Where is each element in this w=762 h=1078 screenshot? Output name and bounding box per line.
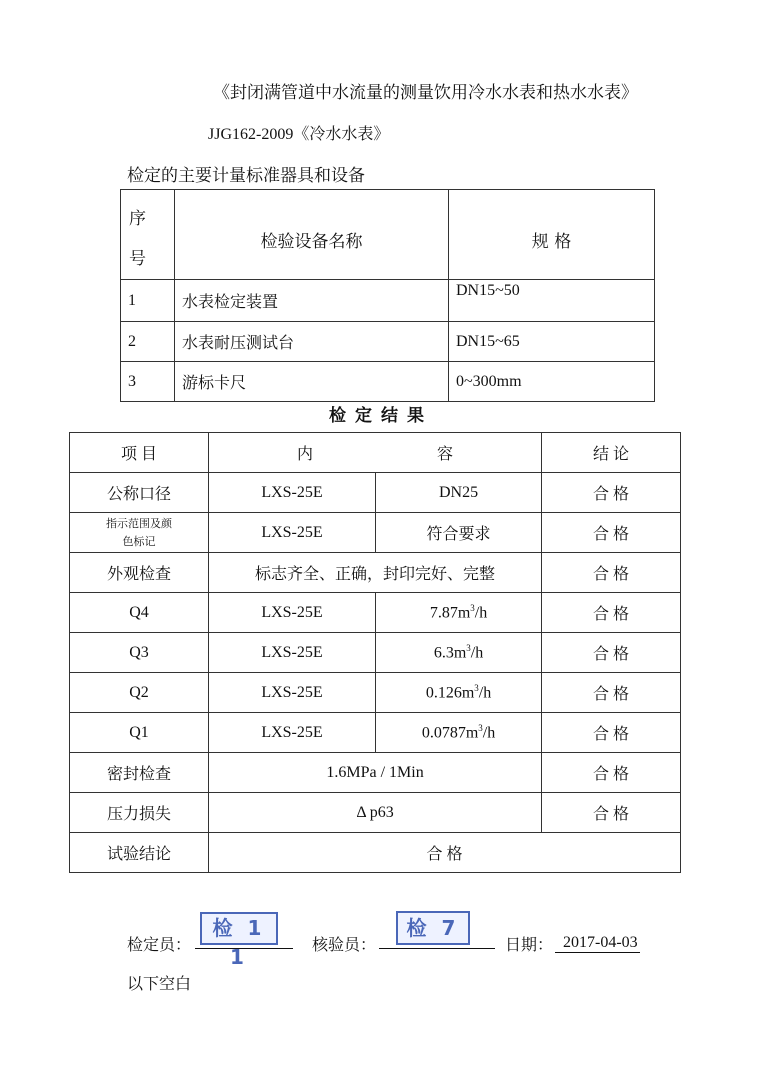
flow-unit-exponent: 3 xyxy=(470,602,475,613)
inspector-label: 检定员： xyxy=(127,935,192,954)
date-value-text: 2017-04-03 xyxy=(555,934,640,953)
item-label: Q4 xyxy=(70,593,209,633)
item-label xyxy=(70,513,209,553)
equipment-table xyxy=(120,189,655,402)
flow-value xyxy=(376,633,542,673)
flow-unit: m xyxy=(461,684,475,702)
result-value: 合 格 xyxy=(542,473,681,513)
results-table xyxy=(69,432,681,873)
table-row xyxy=(70,713,681,753)
equipment-name: 水表耐压测试台 xyxy=(175,322,449,362)
header-specification: 规 格 xyxy=(449,190,655,280)
result-value: 合 格 xyxy=(542,673,681,713)
table-row xyxy=(121,322,655,362)
measured-value: DN25 xyxy=(376,473,542,513)
verifier-label: 核验员： xyxy=(312,935,377,954)
measured-value: 符合要求 xyxy=(376,513,542,553)
flow-number: 0.126 xyxy=(425,684,462,702)
item-label: 密封检查 xyxy=(70,753,209,793)
flow-number: 6.3 xyxy=(433,644,454,662)
equipment-header-row xyxy=(121,190,655,280)
header-item: 项 目 xyxy=(70,433,209,473)
flow-unit-exponent: 3 xyxy=(466,642,471,653)
result-value: 合 格 xyxy=(542,713,681,753)
flow-unit: m xyxy=(465,724,479,742)
table-row xyxy=(121,362,655,402)
item-label: 压力损失 xyxy=(70,793,209,833)
equipment-spec: DN15~65 xyxy=(449,322,655,362)
table-row xyxy=(70,673,681,713)
result-value: 合 格 xyxy=(542,633,681,673)
model-value: LXS-25E xyxy=(209,513,376,553)
model-value: LXS-25E xyxy=(209,713,376,753)
equipment-name: 水表检定装置 xyxy=(175,280,449,322)
result-value: 合 格 xyxy=(542,793,681,833)
verifier-stamp: 检 7 xyxy=(396,911,470,945)
inspector-stamp: 检 1 1 xyxy=(200,912,278,945)
flow-unit: m xyxy=(453,644,467,662)
item-label: Q2 xyxy=(70,673,209,713)
content-value: 1.6MPa / 1Min xyxy=(209,753,542,793)
table-row xyxy=(70,553,681,593)
equipment-spec: DN15~50 xyxy=(449,280,655,322)
flow-unit-exponent: 3 xyxy=(478,722,483,733)
table-row xyxy=(70,753,681,793)
header-equipment-name: 检验设备名称 xyxy=(175,190,449,280)
table-row xyxy=(70,633,681,673)
flow-unit-suffix: /h xyxy=(478,684,492,702)
header-serial-number-text: 序号 xyxy=(129,208,146,269)
table-row xyxy=(70,833,681,873)
results-header-row xyxy=(70,433,681,473)
header-serial-number xyxy=(121,190,175,280)
item-label: Q1 xyxy=(70,713,209,753)
flow-unit-suffix: /h xyxy=(470,644,484,662)
equipment-name: 游标卡尺 xyxy=(175,362,449,402)
model-value: LXS-25E xyxy=(209,473,376,513)
header-conclusion: 结 论 xyxy=(542,433,681,473)
final-conclusion: 合 格 xyxy=(209,833,681,873)
result-value: 合 格 xyxy=(542,753,681,793)
standard-reference-title: 《封闭满管道中水流量的测量饮用冷水水表和热水水表》 xyxy=(213,83,638,103)
flow-value xyxy=(376,673,542,713)
flow-unit-suffix: /h xyxy=(482,724,496,742)
item-label: 公称口径 xyxy=(70,473,209,513)
flow-unit-exponent: 3 xyxy=(474,682,479,693)
flow-number: 7.87 xyxy=(429,604,458,622)
table-row xyxy=(70,473,681,513)
flow-unit-suffix: /h xyxy=(474,604,488,622)
item-label: Q3 xyxy=(70,633,209,673)
result-value: 合 格 xyxy=(542,553,681,593)
row-number: 1 xyxy=(121,280,175,322)
equipment-spec: 0~300mm xyxy=(449,362,655,402)
result-value: 合 格 xyxy=(542,593,681,633)
standard-code-line: JJG162-2009《冷水水表》 xyxy=(208,126,390,143)
row-number: 3 xyxy=(121,362,175,402)
verifier-signature-line xyxy=(379,948,495,949)
results-title: 检定结果 xyxy=(329,406,433,426)
model-value: LXS-25E xyxy=(209,673,376,713)
item-label: 外观检查 xyxy=(70,553,209,593)
date-value xyxy=(555,932,640,953)
model-value: LXS-25E xyxy=(209,593,376,633)
flow-value xyxy=(376,713,542,753)
row-number: 2 xyxy=(121,322,175,362)
table-row xyxy=(70,593,681,633)
footer-blank-note: 以下空白 xyxy=(127,974,192,993)
flow-value xyxy=(376,593,542,633)
header-content: 内 容 xyxy=(209,433,542,473)
flow-unit: m xyxy=(457,604,471,622)
item-label-text: 指示范围及颜色标记 xyxy=(106,517,172,548)
table-row xyxy=(70,793,681,833)
content-value: 标志齐全、正确，封印完好、完整 xyxy=(209,553,542,593)
item-label: 试验结论 xyxy=(70,833,209,873)
model-value: LXS-25E xyxy=(209,633,376,673)
equipment-section-heading: 检定的主要计量标准器具和设备 xyxy=(127,166,365,186)
table-row xyxy=(121,280,655,322)
content-value: Δ p63 xyxy=(209,793,542,833)
date-label: 日期： xyxy=(505,935,554,954)
table-row xyxy=(70,513,681,553)
result-value: 合 格 xyxy=(542,513,681,553)
flow-number: 0.0787 xyxy=(421,724,466,742)
